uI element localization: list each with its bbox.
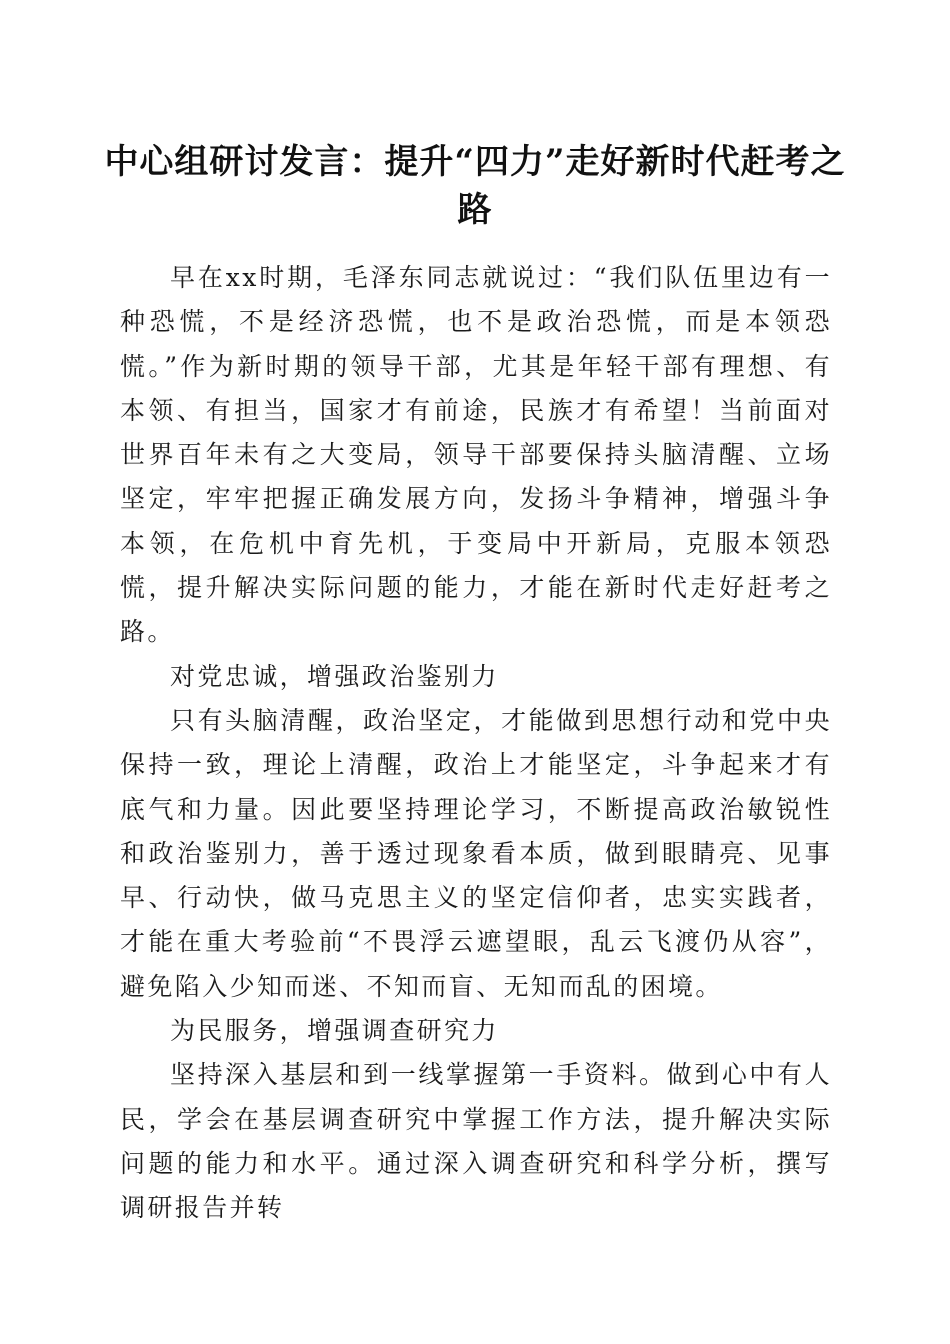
paragraph-loyalty: 只有头脑清醒，政治坚定，才能做到思想行动和党中央保持一致，理论上清醒，政治上才能坚定，斗争起来才有底气和力量。因此要坚持理论学习，不断提高政治敏锐性和政治鉴别力，善于透过现象看本质，做到眼睛亮、见事早、行动快，做马克思主义的坚定信仰者，忠实实践者，才能在重大考验前“不畏浮云遮望眼，乱云飞渡仍从容”，避免陷入少知而迷、不知而盲、无知而乱的困境。	[120, 705, 832, 1001]
document-body	[120, 256, 832, 1231]
paragraph-intro: 早在xx时期，毛泽东同志就说过：“我们队伍里边有一种恐慌，不是经济恐慌，也不是政治恐慌，而是本领恐慌。”作为新时期的领导干部，尤其是年轻干部有理想、有本领、有担当，国家才有前途，民族才有希望！当前面对世界百年未有之大变局，领导干部要保持头脑清醒、立场坚定，牢牢把握正确发展方向，发扬斗争精神，增强斗争本领，在危机中育先机，于变局中开新局，克服本领恐慌，提升解决实际问题的能力，才能在新时代走好赶考之路。	[120, 263, 832, 647]
section-heading-loyalty: 对党忠诚，增强政治鉴别力	[170, 661, 499, 691]
document-title: 中心组研讨发言：提升“四力”走好新时代赶考之路	[104, 142, 846, 230]
paragraph-service: 坚持深入基层和到一线掌握第一手资料。做到心中有人民，学会在基层调查研究中掌握工作方法，提升解决实际问题的能力和水平。通过深入调查研究和科学分析，撰写调研报告并转	[120, 1060, 832, 1223]
section-heading-service: 为民服务，增强调查研究力	[170, 1016, 499, 1046]
